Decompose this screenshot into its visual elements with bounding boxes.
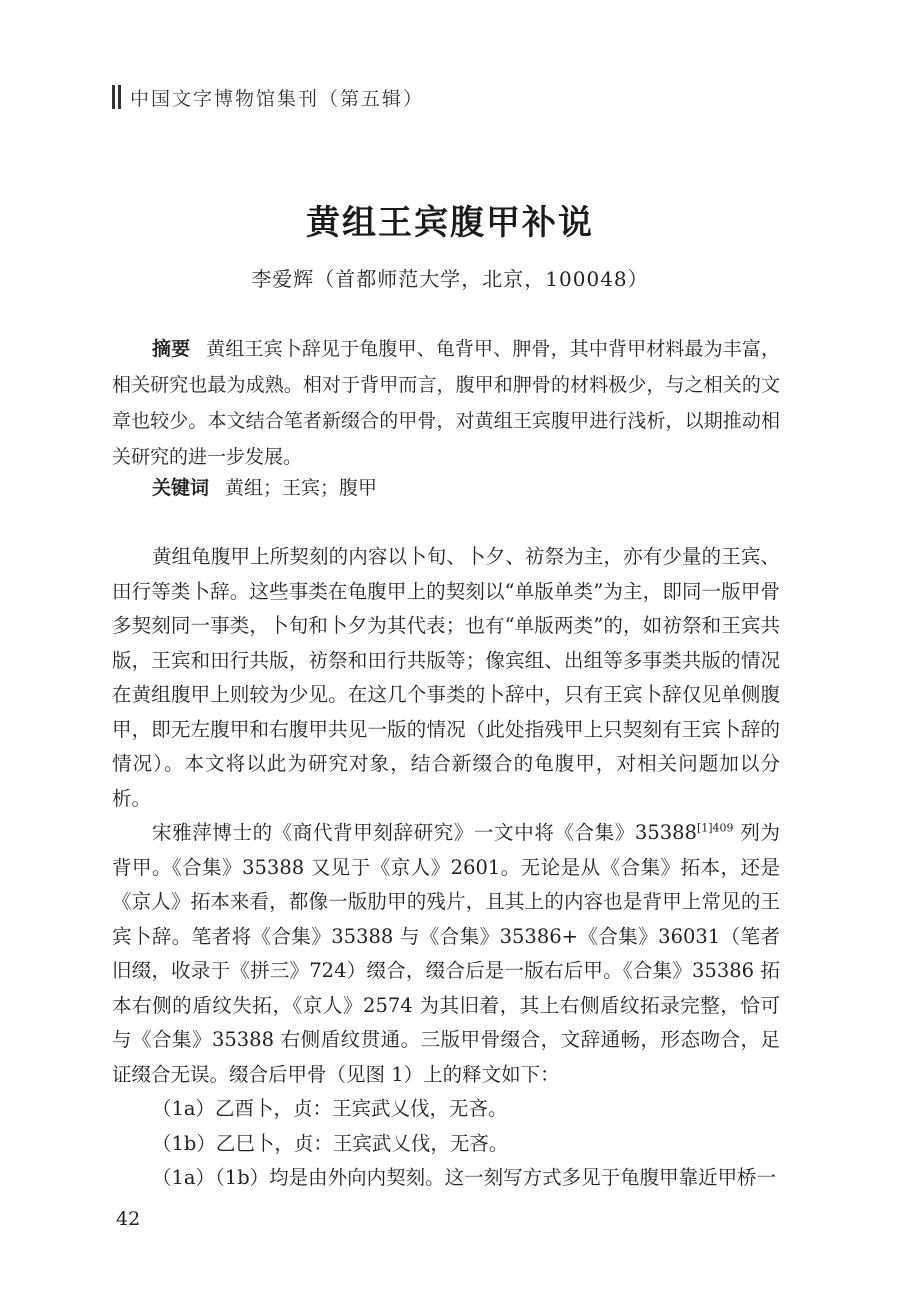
paragraph-2	[112, 816, 780, 1092]
page-number: 42	[116, 1208, 141, 1230]
header-bar-left	[112, 85, 115, 109]
inscription-1a: （1a）乙酉卜，贞：王宾武乂伐，无吝。	[152, 1097, 508, 1120]
abstract-text: 黄组王宾卜辞见于龟腹甲、龟背甲、胛骨，其中背甲材料最为丰富，相关研究也最为成熟。相对于背甲而言，腹甲和胛骨的材料极少，与之相关的文章也较少。本文结合笔者新缀合的甲骨，对黄组王宾腹甲进行浅析，以期推动相关研究的进一步发展。	[112, 338, 780, 468]
inscription-1b: （1b）乙巳卜，贞：王宾武乂伐，无吝。	[152, 1131, 509, 1155]
paragraph-2-start: 宋雅萍博士的《商代背甲刻辞研究》一文中将《合集》35388	[152, 821, 697, 844]
journal-title: 中国文字博物馆集刊（第五辑）	[130, 87, 425, 110]
paragraph-3: （1a）（1b）均是由外向内契刻。这一刻写方式多见于龟腹甲靠近甲桥一	[152, 1166, 777, 1189]
header-double-bar	[112, 85, 121, 109]
abstract-label: 摘要	[152, 338, 191, 360]
author-line: 李爱辉（首都师范大学，北京，100048）	[251, 267, 649, 291]
keywords-text: 黄组；王宾；腹甲	[225, 477, 378, 499]
article-body	[112, 540, 780, 1196]
article-title: 黄组王宾腹甲补说	[306, 203, 594, 243]
keywords-label: 关键词	[152, 477, 210, 499]
header-bar-right	[118, 85, 121, 109]
abstract	[112, 331, 780, 475]
running-header	[112, 84, 424, 110]
keywords	[152, 470, 377, 506]
citation-ref: [1]409	[696, 821, 734, 835]
paragraph-2-rest: 列为背甲。《合集》35388 又见于《京人》2601。无论是从《合集》拓本，还是《京人》拓本来看，都像一版肋甲的残片，且其上的内容也是背甲上常见的王宾卜辞。笔者将《合集》35388 与《合集》35386+《合集》36031（笔者旧缀，收录于《拼三》724）缀合，缀合后是一版右后甲。《合集》35386 拓本右侧的盾纹失拓，《京人》2574 为其旧着，其上右侧盾纹拓录完整，恰可与《合集》35388 右侧盾纹贯通。三版甲骨缀合，文辞通畅，形态吻合，足证缀合无误。缀合后甲骨（见图 1）上的释文如下：	[112, 821, 780, 1086]
paragraph-1: 黄组龟腹甲上所契刻的内容以卜旬、卜夕、祊祭为主，亦有少量的王宾、田行等类卜辞。这些事类在龟腹甲上的契刻以“单版单类”为主，即同一版甲骨多契刻同一事类，卜旬和卜夕为其代表；也有“单版两类”的，如祊祭和王宾共版，王宾和田行共版，祊祭和田行共版等；像宾组、出组等多事类共版的情况在黄组腹甲上则较为少见。在这几个事类的卜辞中，只有王宾卜辞仅见单侧腹甲，即无左腹甲和右腹甲共见一版的情况（此处指残甲上只契刻有王宾卜辞的情况）。本文将以此为研究对象，结合新缀合的龟腹甲，对相关问题加以分析。	[112, 545, 780, 810]
